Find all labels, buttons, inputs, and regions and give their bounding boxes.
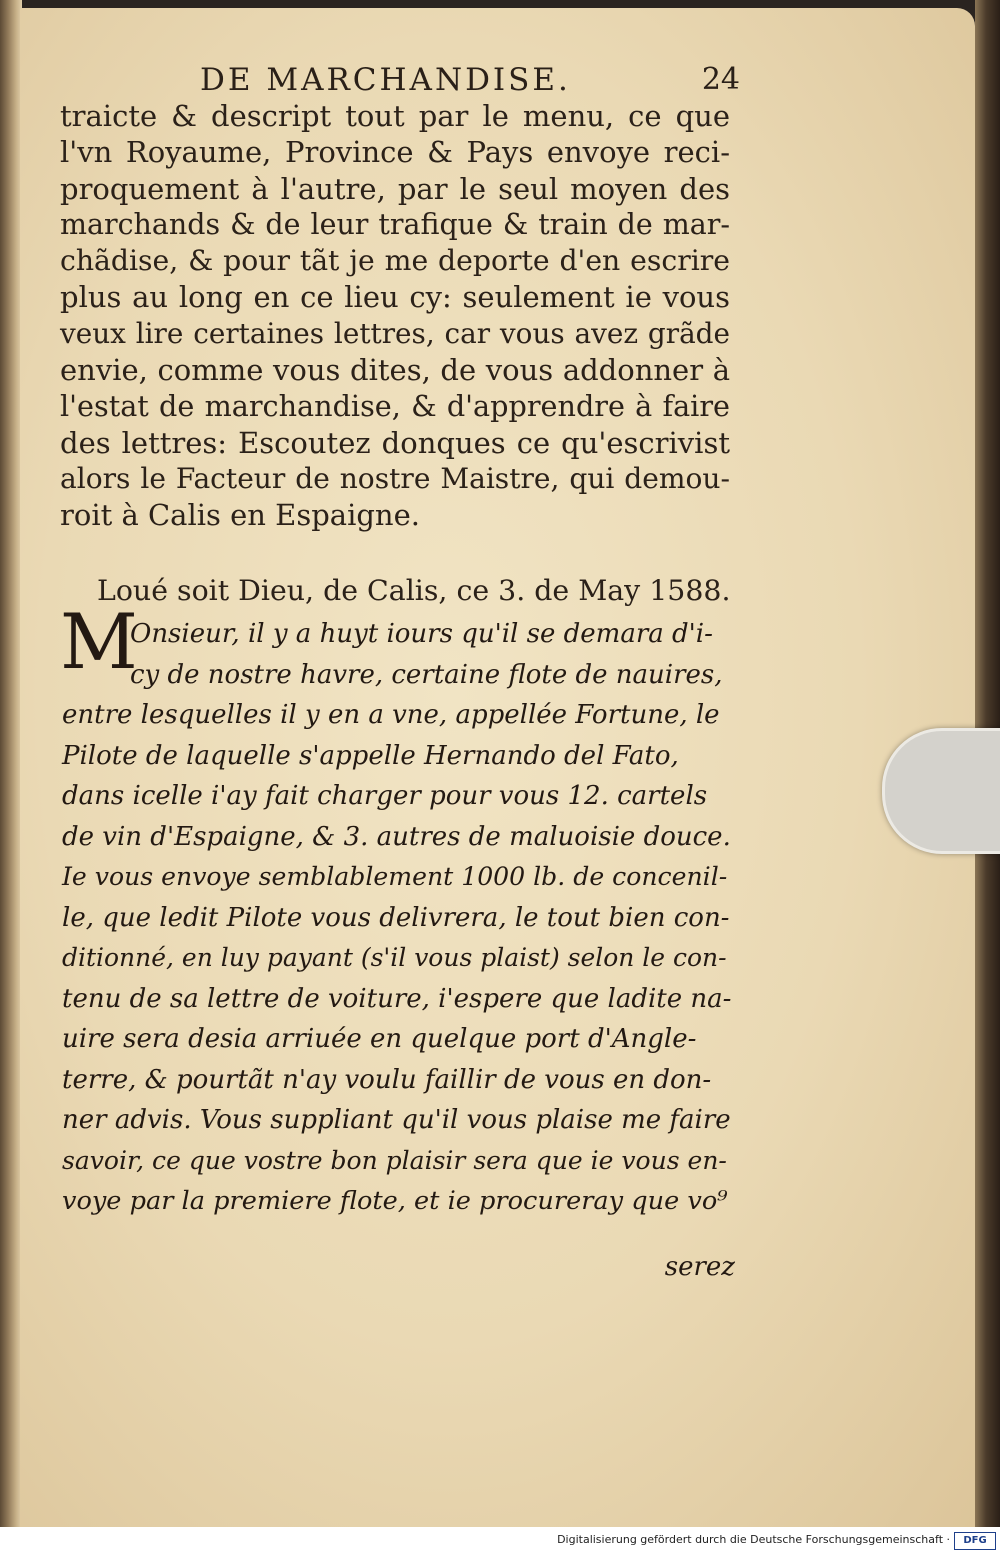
body-line: l'vn Royaume, Province & Pays envoye reci- — [60, 135, 730, 170]
page-clip-tab — [882, 728, 1000, 854]
letter-line: de vin d'Espaigne, & 3. autres de maluoisie douce. — [62, 821, 731, 852]
page-number: 24 — [701, 62, 740, 97]
letter-dateline: Loué soit Dieu, de Calis, ce 3. de May 1588. — [97, 574, 731, 607]
letter-line: tenu de sa lettre de voiture, i'espere que ladite na- — [62, 983, 732, 1014]
letter-line: ner advis. Vous suppliant qu'il vous plaise me faire — [62, 1105, 731, 1135]
book-binding-edge — [0, 0, 22, 1527]
body-line: marchands & de leur trafique & train de mar- — [60, 207, 730, 241]
letter-line: Onsieur, il y a huyt iours qu'il se demara d'i- — [130, 619, 713, 649]
letter-line: entre lesquelles il y en a vne, appellée Fortune, le — [62, 700, 720, 730]
letter-line: ditionné, en luy payant (s'il vous plaist) selon le con- — [62, 943, 727, 972]
body-line: proquement à l'autre, par le seul moyen des — [60, 171, 730, 206]
footer-bar — [0, 1527, 1000, 1553]
body-line: alors le Facteur de nostre Maistre, qui demou- — [60, 461, 730, 495]
body-line: roit à Calis en Espaigne. — [60, 498, 420, 533]
body-line: envie, comme vous dites, de vous addonner à — [60, 353, 730, 388]
body-line: veux lire certaines lettres, car vous avez grãde — [60, 316, 730, 350]
letter-line: savoir, ce que vostre bon plaisir sera que ie vous en- — [62, 1145, 727, 1175]
letter-line: voye par la premiere flote, et ie procureray que vo⁹ — [62, 1186, 728, 1216]
body-line: plus au long en ce lieu cy: seulement ie vous — [60, 280, 730, 315]
letter-line: uire sera desia arriuée en quelque port d'Angle- — [62, 1024, 697, 1054]
drop-cap: M — [60, 597, 138, 686]
body-line: traicte & descript tout par le menu, ce que — [60, 99, 730, 133]
running-header — [200, 62, 740, 98]
dfg-logo: DFG — [954, 1532, 996, 1550]
letter-text — [62, 614, 734, 1222]
body-line: chãdise, & pour tãt je me deporte d'en escrire — [60, 244, 730, 278]
letter-line: Ie vous envoye semblablement 1000 lb. de concenil- — [62, 862, 728, 891]
funding-credit: Digitalisierung gefördert durch die Deutsche Forschungsgemeinschaft · — [557, 1533, 950, 1546]
running-head-title: DE MARCHANDISE. — [200, 62, 571, 98]
body-text — [60, 98, 730, 534]
body-line: l'estat de marchandise, & d'apprendre à faire — [60, 389, 730, 424]
body-line: des lettres: Escoutez donques ce qu'escrivist — [60, 425, 730, 460]
letter-line: le, que ledit Pilote vous delivrera, le tout bien con- — [62, 902, 730, 933]
letter-line: dans icelle i'ay fait charger pour vous 12. cartels — [62, 781, 708, 811]
letter-line: Pilote de laquelle s'appelle Hernando del Fato, — [62, 740, 679, 771]
catchword: serez — [664, 1252, 735, 1282]
letter-line: cy de nostre havre, certaine flote de nauires, — [130, 659, 723, 690]
letter-line: terre, & pourtãt n'ay voulu faillir de vous en don- — [62, 1064, 712, 1095]
